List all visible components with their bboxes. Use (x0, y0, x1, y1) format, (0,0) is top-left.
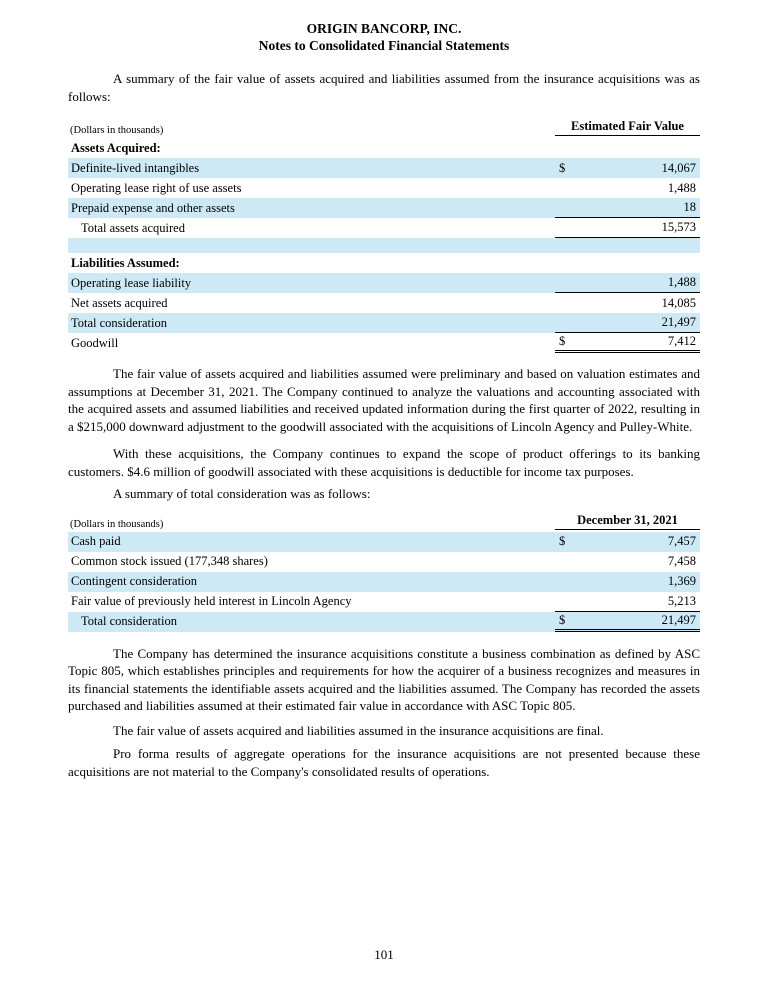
row-amount: 15,573 (661, 220, 696, 234)
row-value-cell (555, 238, 700, 253)
table-row (68, 552, 700, 572)
table-row (68, 253, 700, 273)
asc805-paragraph: The Company has determined the insurance acquisitions constitute a business combination as defined by ASC Topic 805, which establishes principles and requirements for how the acquirer of a business recognizes and measures in its financial statements the identifiable assets acquired and the liabilities assumed. The Company has recorded the assets purchased and liabilities assumed at their estimated fair value in accordance with ASC Topic 805. (68, 645, 700, 713)
consideration-table-header (68, 512, 700, 530)
dollar-sign: $ (559, 160, 566, 175)
row-label: Net assets acquired (71, 295, 168, 310)
row-value-cell (555, 552, 700, 572)
table-row (68, 218, 700, 238)
row-amount: 1,488 (667, 180, 696, 195)
table-row (68, 333, 700, 353)
row-label: Assets Acquired: (71, 140, 161, 155)
document-subtitle: Notes to Consolidated Financial Statements (258, 38, 510, 53)
table-row (68, 572, 700, 592)
row-amount: 1,369 (667, 574, 696, 588)
row-label: Total consideration (71, 315, 167, 330)
consideration-intro-paragraph: A summary of total consideration was as follows: (113, 486, 371, 501)
dollar-sign: $ (559, 334, 566, 348)
row-label: Operating lease liability (71, 275, 192, 290)
row-value-cell (555, 158, 700, 178)
row-label: Common stock issued (177,348 shares) (71, 554, 268, 568)
row-amount: 1,488 (667, 275, 696, 289)
acquisitions-scope-paragraph: With these acquisitions, the Company continues to expand the scope of product offerings to its banking customers. $4.6 million of goodwill associated with these acquisitions is deductible for income tax purposes. (68, 446, 700, 479)
row-label: Operating lease right of use assets (71, 180, 242, 195)
row-value-cell (555, 253, 700, 273)
row-label: Contingent consideration (71, 574, 198, 588)
table-row (68, 198, 700, 218)
row-value-cell (555, 178, 700, 198)
row-amount: 14,085 (661, 295, 696, 310)
row-label: Goodwill (71, 335, 119, 350)
row-value-cell (555, 532, 700, 552)
row-value-cell (555, 333, 700, 353)
dollar-sign: $ (559, 612, 566, 627)
value-column-header: Estimated Fair Value (555, 119, 700, 136)
table-row (68, 238, 700, 253)
table-row (68, 313, 700, 333)
row-value-cell (555, 198, 700, 218)
row-label: Total consideration (81, 614, 177, 628)
table-row (68, 612, 700, 632)
row-value-cell (555, 138, 700, 158)
row-label: Definite-lived intangibles (71, 160, 200, 175)
value-column-header: December 31, 2021 (555, 513, 700, 530)
fair-value-table-header (68, 118, 700, 136)
row-label: Cash paid (71, 534, 121, 548)
table-row (68, 592, 700, 612)
fair-value-table-rows (68, 138, 700, 353)
row-label: Total assets acquired (81, 220, 185, 235)
row-label: Prepaid expense and other assets (71, 200, 235, 215)
table-row (68, 138, 700, 158)
pro-forma-paragraph: Pro forma results of aggregate operations for the insurance acquisitions are not presented because these acquisitions are not material to the Company's consolidated results of operations. (68, 746, 700, 779)
table-row (68, 532, 700, 552)
final-values-paragraph: The fair value of assets acquired and liabilities assumed in the insurance acquisitions are final. (113, 722, 604, 738)
fair-value-preliminary-paragraph: The fair value of assets acquired and liabilities assumed were preliminary and based on valuation estimates and assumptions at December 31, 2021. The Company continued to analyze the valuations and accounting associated with the acquired assets and assumed liabilities and received updated information during the first quarter of 2022, resulting in a $215,000 downward adjustment to the goodwill associated with the acquisitions of Lincoln Agency and Pulley-White. (68, 366, 700, 434)
table-row (68, 293, 700, 313)
row-label: Liabilities Assumed: (71, 255, 180, 270)
company-title: ORIGIN BANCORP, INC. (306, 21, 462, 36)
intro-paragraph: A summary of the fair value of assets acquired and liabilities assumed from the insurance acquisitions was as follows: (68, 71, 700, 104)
table-row (68, 273, 700, 293)
row-value-cell (555, 592, 700, 612)
row-amount: 21,497 (661, 612, 696, 627)
fair-value-table (68, 118, 700, 353)
page-number: 101 (374, 947, 394, 962)
row-amount: 18 (683, 200, 696, 214)
row-amount: 14,067 (661, 160, 696, 175)
row-value-cell (555, 612, 700, 632)
table-row (68, 158, 700, 178)
row-value-cell (555, 572, 700, 592)
row-value-cell (555, 218, 700, 238)
row-amount: 7,412 (667, 334, 696, 348)
table-row (68, 178, 700, 198)
row-value-cell (555, 293, 700, 313)
consideration-table-rows (68, 532, 700, 632)
row-amount: 7,458 (667, 554, 696, 568)
row-label: Fair value of previously held interest in Lincoln Agency (71, 594, 352, 608)
table-caption: (Dollars in thousands) (70, 125, 164, 136)
row-value-cell (555, 273, 700, 293)
consideration-table (68, 512, 700, 632)
row-amount: 7,457 (667, 534, 696, 548)
row-value-cell (555, 313, 700, 333)
dollar-sign: $ (559, 534, 566, 548)
row-amount: 21,497 (661, 315, 696, 329)
row-amount: 5,213 (667, 593, 696, 608)
table-caption: (Dollars in thousands) (70, 518, 164, 530)
